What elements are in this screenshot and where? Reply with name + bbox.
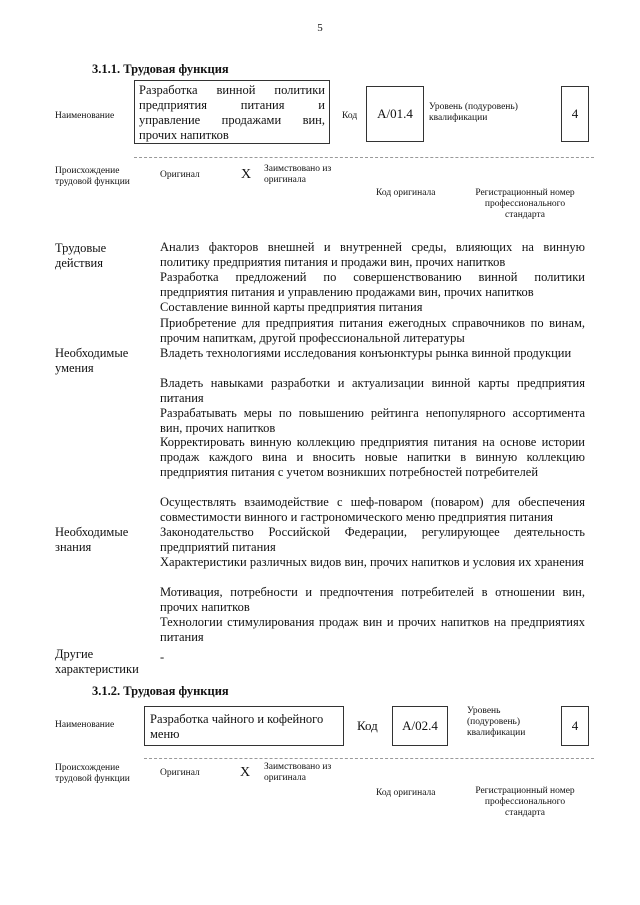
code-value-1: A/01.4 — [366, 86, 424, 142]
skill-item: Владеть технологиями исследования конъюнктуры рынка винной продукции — [160, 346, 572, 360]
action-item: Разработка предложений по совершенствованию винной политики предприятия питания и управлению продажами вин, прочих напитков — [160, 270, 585, 299]
x-mark-1: X — [241, 167, 252, 182]
origin-label-1: Происхождение трудовой функции — [55, 166, 130, 187]
section-title-2: 3.1.2. Трудовая функция — [92, 684, 229, 698]
name-label-1: Наименование — [55, 111, 115, 121]
level-value-1: 4 — [561, 86, 589, 142]
level-value-2: 4 — [561, 706, 589, 746]
origin-label-2: Происхождение трудовой функции — [55, 763, 130, 784]
other-label: Другие характеристики — [55, 647, 139, 676]
skill-item: Корректировать винную коллекцию предприятия питания на основе истории продаж каждого вина и вносить новые напитки в винную коллекцию предприятия питания с учетом возникших потребностей потребителей — [160, 435, 585, 479]
borrowed-label-1: Заимствовано из оригинала — [264, 164, 332, 185]
other-value: - — [160, 650, 165, 664]
section-title-1: 3.1.1. Трудовая функция — [92, 62, 229, 76]
knowledge-label: Необходимые знания — [55, 525, 129, 554]
level-label-1: Уровень (подуровень) квалификации — [429, 102, 518, 123]
code-original-label-1: Код оригинала — [376, 188, 436, 198]
original-label-1: Оригинал — [160, 170, 200, 180]
skill-item: Разрабатывать меры по повышению рейтинга непопулярного ассортимента вин, прочих напитков — [160, 406, 585, 435]
knowledge-item: Характеристики различных видов вин, прочих напитков и условия их хранения — [160, 555, 584, 569]
name-value-2: Разработка чайного и кофейного меню — [144, 706, 344, 746]
skill-item: Осуществлять взаимодействие с шеф-поваром (поваром) для обеспечения совместимости винного и гастрономического меню предприятия питания — [160, 495, 585, 524]
code-original-label-2: Код оригинала — [376, 788, 436, 798]
original-label-2: Оригинал — [160, 768, 200, 778]
page-number: 5 — [317, 22, 323, 34]
knowledge-item: Законодательство Российской Федерации, регулирующее деятельность предприятий питания — [160, 525, 585, 554]
reg-number-label-2: Регистрационный номер профессионального стандарта — [475, 786, 575, 818]
code-label-1: Код — [342, 111, 358, 121]
action-item: Анализ факторов внешней и внутренней среды, влияющих на винную политику предприятия питания и продажи вин, прочих напитков — [160, 240, 585, 269]
skill-item: Владеть навыками разработки и актуализации винной карты предприятия питания — [160, 376, 585, 405]
actions-label: Трудовые действия — [55, 241, 107, 270]
code-label-2: Код — [357, 718, 378, 733]
x-mark-2: X — [240, 765, 251, 780]
action-item: Приобретение для предприятия питания ежегодных справочников по винам, прочим напиткам, другой профессиональной литературы — [160, 316, 585, 345]
borrowed-label-2: Заимствовано из оригинала — [264, 762, 332, 783]
name-value-1: Разработка винной политики предприятия питания и управление продажами вин, прочих напитков — [134, 80, 330, 144]
reg-number-label-1: Регистрационный номер профессионального стандарта — [475, 188, 575, 220]
code-value-2: A/02.4 — [392, 706, 448, 746]
knowledge-item: Мотивация, потребности и предпочтения потребителей в отношении вин, прочих напитков — [160, 585, 585, 614]
skills-label: Необходимые умения — [55, 346, 129, 375]
action-item: Составление винной карты предприятия питания — [160, 300, 423, 314]
divider — [134, 157, 594, 158]
knowledge-item: Технологии стимулирования продаж вин и прочих напитков на предприятиях питания — [160, 615, 585, 644]
name-label-2: Наименование — [55, 720, 115, 730]
level-label-2: Уровень (подуровень) квалификации — [467, 706, 526, 738]
divider — [144, 758, 594, 759]
